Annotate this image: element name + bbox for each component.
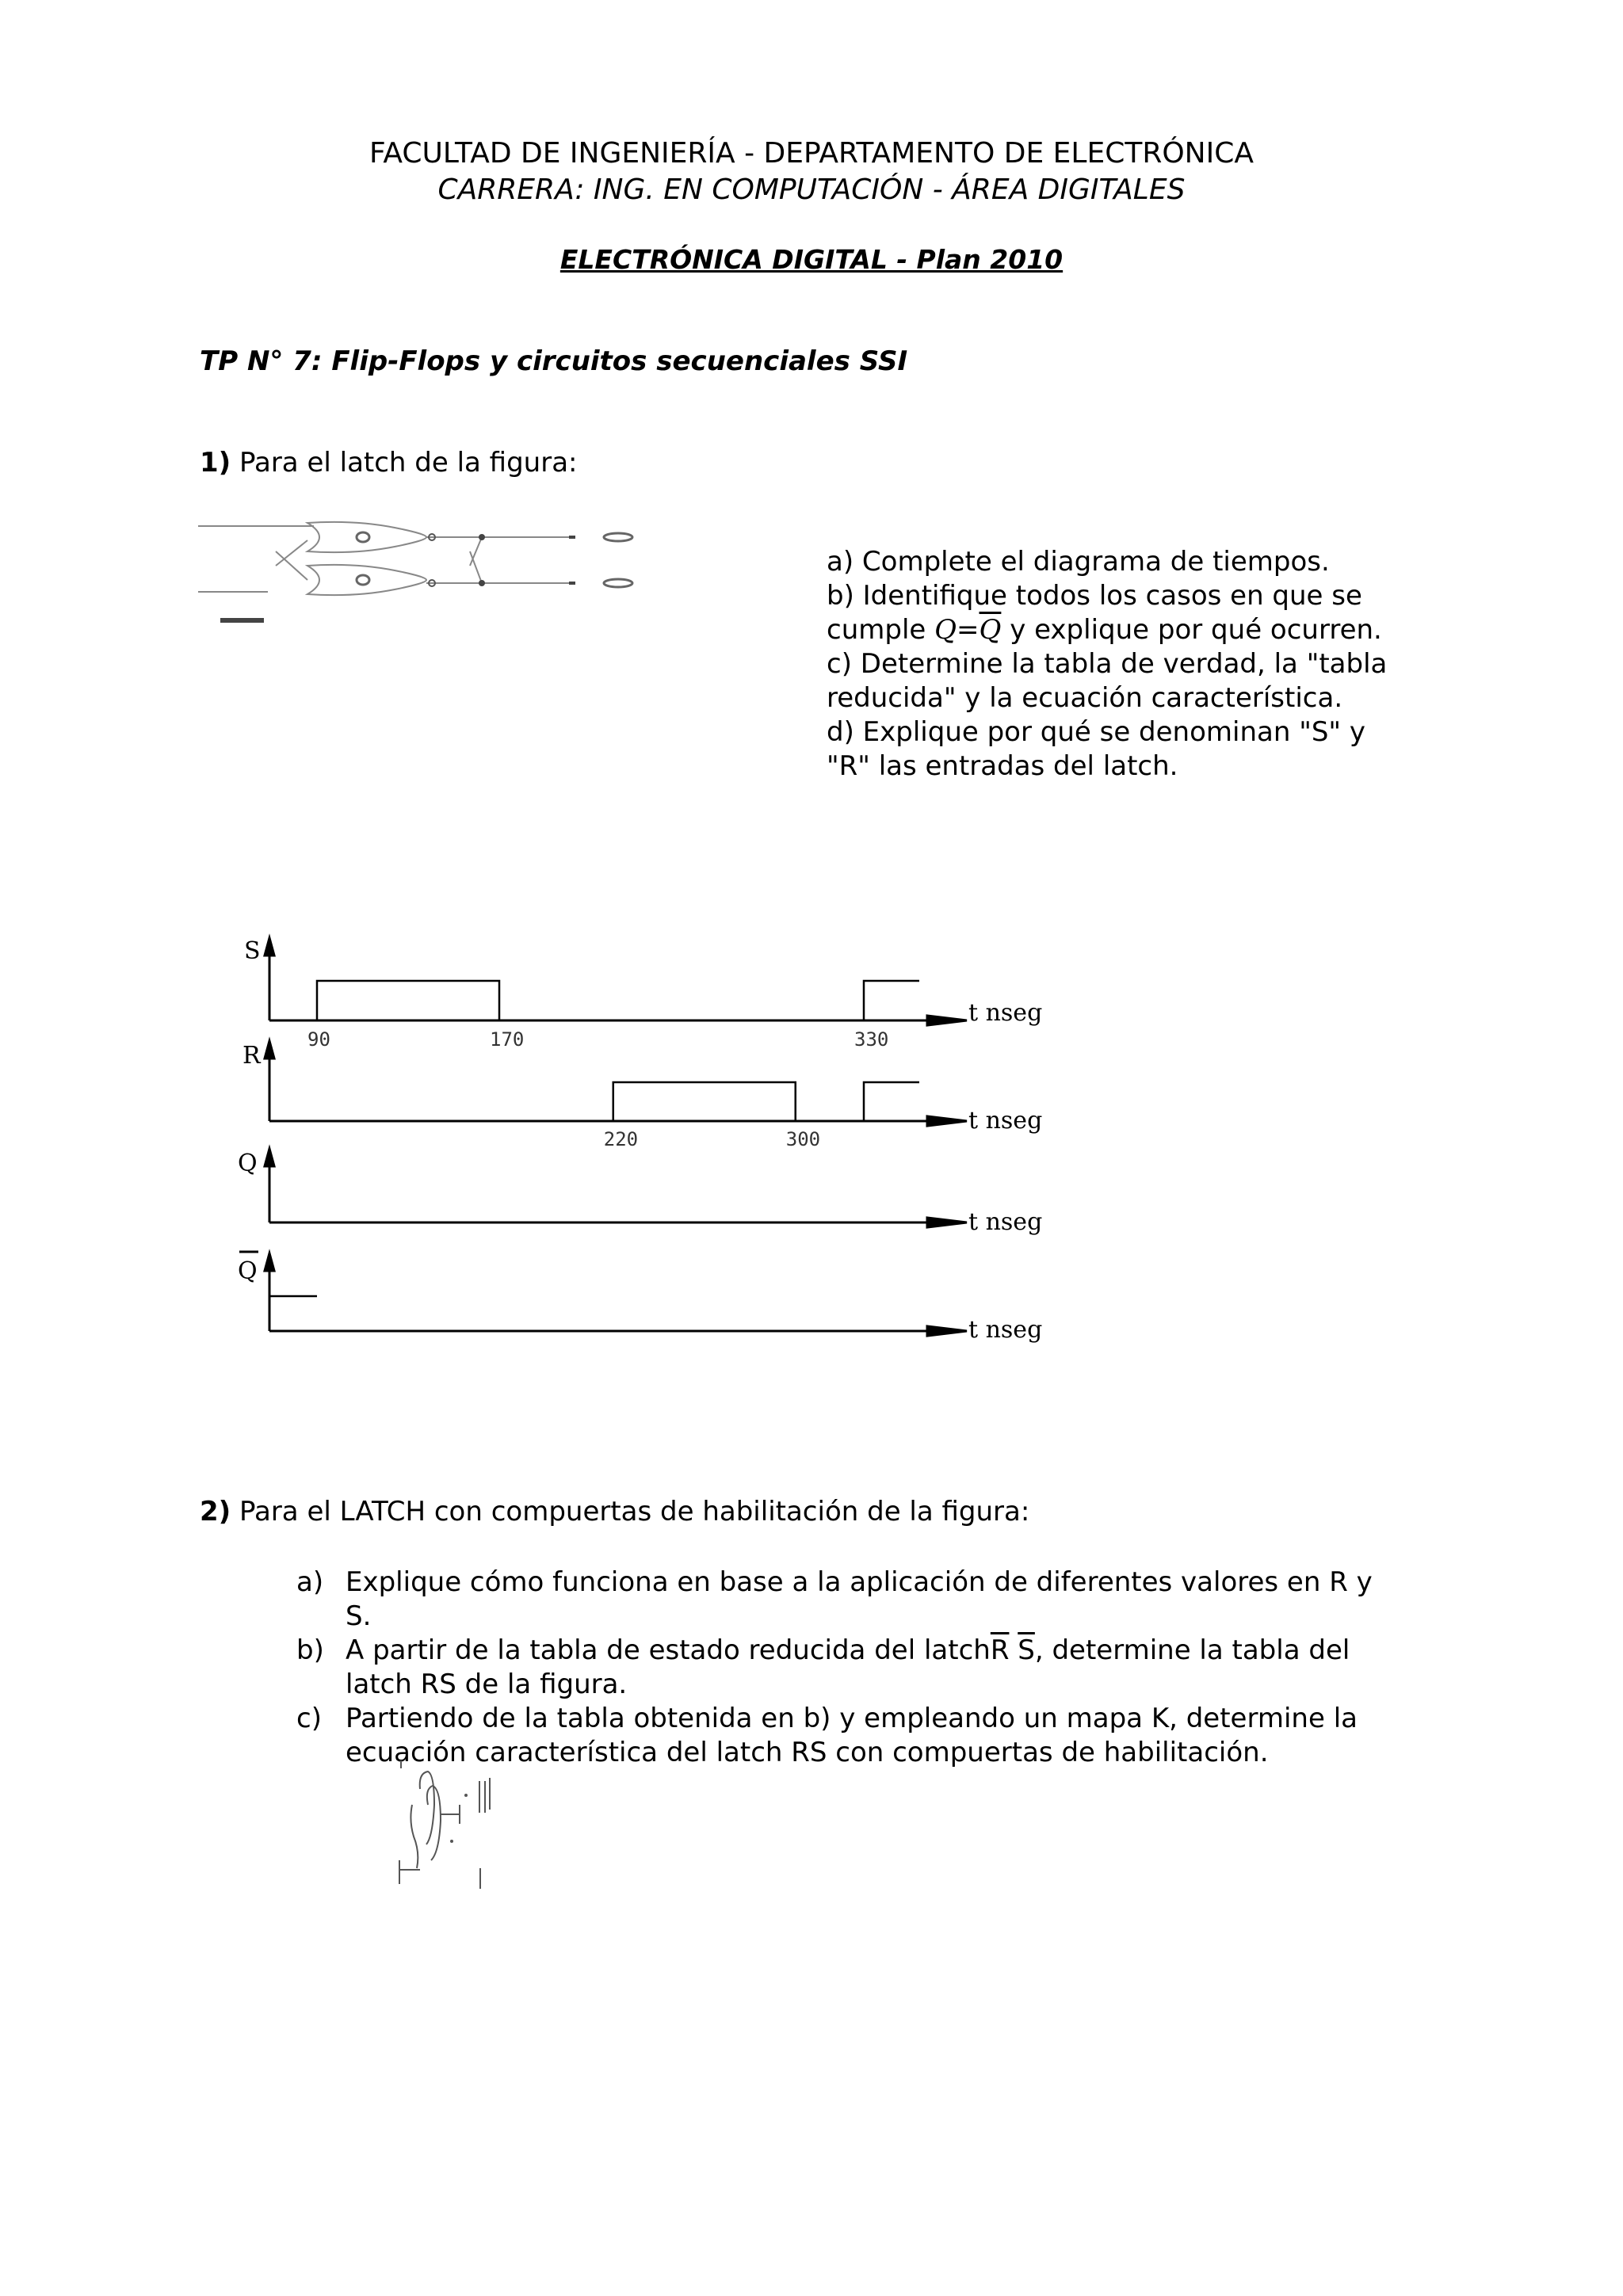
item-2b-label: b) xyxy=(296,1634,324,1666)
item-2b-post: , determine la tabla del xyxy=(1034,1634,1350,1666)
item-1b-pre: cumple xyxy=(827,614,926,646)
tp-title: TP N° 7: Flip-Flops y circuitos secuenciales SSI xyxy=(200,345,908,377)
tick-label-r-220: 220 xyxy=(603,1128,639,1150)
axis-s-time-arrow xyxy=(927,1016,967,1025)
item-1d-line2: "R" las entradas del latch. xyxy=(827,750,1178,782)
item-1b-line2 xyxy=(827,613,1387,647)
equation-q: Q xyxy=(934,614,957,646)
label-qbar: Q xyxy=(238,1257,258,1285)
question-2-items xyxy=(296,1566,1422,1770)
item-2c-line1: Partiendo de la tabla obtenida en b) y empleando un mapa K, determine la xyxy=(346,1703,1358,1734)
item-1b-post: y explique por qué ocurren. xyxy=(1010,614,1382,646)
item-2b xyxy=(296,1634,1422,1702)
item-2a xyxy=(296,1566,1422,1634)
item-2b-line1 xyxy=(346,1634,1422,1668)
axis-s-arrow xyxy=(265,938,274,955)
tick-label-s-330: 330 xyxy=(854,1028,889,1051)
gated-latch-figure xyxy=(396,1757,507,1900)
waveform-s xyxy=(269,981,919,1020)
axis-qbar-arrow xyxy=(265,1253,274,1271)
item-2a-label: a) xyxy=(296,1566,324,1598)
question-2-text: Para el LATCH con compuertas de habilitación de la figura: xyxy=(239,1496,1030,1527)
axis-q-time-arrow xyxy=(927,1218,967,1227)
waveform-r xyxy=(269,1082,919,1121)
question-1 xyxy=(200,445,578,480)
equation-qbar: $\overline{Q}$ xyxy=(979,614,1002,646)
tick-label-s-170: 170 xyxy=(490,1028,525,1051)
r-bar: $\overline{R}$ xyxy=(990,1634,1010,1666)
question-1-text: Para el latch de la figura: xyxy=(239,447,578,479)
item-2c-label: c) xyxy=(296,1703,322,1734)
question-2 xyxy=(200,1494,1029,1529)
tick-label-r-300: 300 xyxy=(785,1128,821,1150)
item-2b-line2: latch RS de la figura. xyxy=(346,1669,628,1700)
label-q: Q xyxy=(238,1150,258,1177)
item-1c-line1: c) Determine la tabla de verdad, la "tabla xyxy=(827,648,1388,680)
axis-r-arrow xyxy=(265,1041,274,1058)
question-1-items xyxy=(827,545,1387,784)
time-unit-r: t nseg xyxy=(968,1107,1043,1135)
item-2a-line1: Explique cómo funciona en base a la aplicación de diferentes valores en R y xyxy=(346,1566,1373,1598)
axis-r-time-arrow xyxy=(927,1116,967,1126)
course-title: ELECTRÓNICA DIGITAL - Plan 2010 xyxy=(559,244,1064,275)
rs-latch-figure xyxy=(197,517,640,635)
item-2a-line2: S. xyxy=(346,1600,372,1632)
item-1a: a) Complete el diagrama de tiempos. xyxy=(827,546,1330,578)
axis-q-arrow xyxy=(265,1149,274,1166)
axis-qbar-time-arrow xyxy=(927,1326,967,1336)
time-unit-q: t nseg xyxy=(968,1208,1043,1236)
label-r: R xyxy=(242,1042,261,1070)
question-2-number: 2) xyxy=(200,1496,231,1527)
label-s: S xyxy=(244,937,261,965)
timing-diagram xyxy=(230,927,1070,1371)
tick-label-s-90: 90 xyxy=(307,1028,330,1051)
time-unit-qbar: t nseg xyxy=(968,1316,1043,1344)
question-1-number: 1) xyxy=(200,447,231,479)
item-1c-line2: reducida" y la ecuación característica. xyxy=(827,682,1343,714)
time-unit-s: t nseg xyxy=(968,999,1043,1027)
faculty-heading: FACULTAD DE INGENIERÍA - DEPARTAMENTO DE ELECTRÓNICA xyxy=(369,137,1254,170)
item-1b-line1: b) Identifique todos los casos en que se xyxy=(827,580,1362,612)
s-bar: $\overline{S}$ xyxy=(1018,1634,1035,1666)
item-2b-pre: A partir de la tabla de estado reducida del latch xyxy=(346,1634,991,1666)
equation-equals: = xyxy=(957,614,980,646)
career-heading: CARRERA: ING. EN COMPUTACIÓN - ÁREA DIGITALES xyxy=(437,174,1186,206)
item-2c-line2: ecuación característica del latch RS con compuertas de habilitación. xyxy=(346,1737,1269,1768)
item-1d-line1: d) Explique por qué se denominan "S" y xyxy=(827,716,1365,748)
